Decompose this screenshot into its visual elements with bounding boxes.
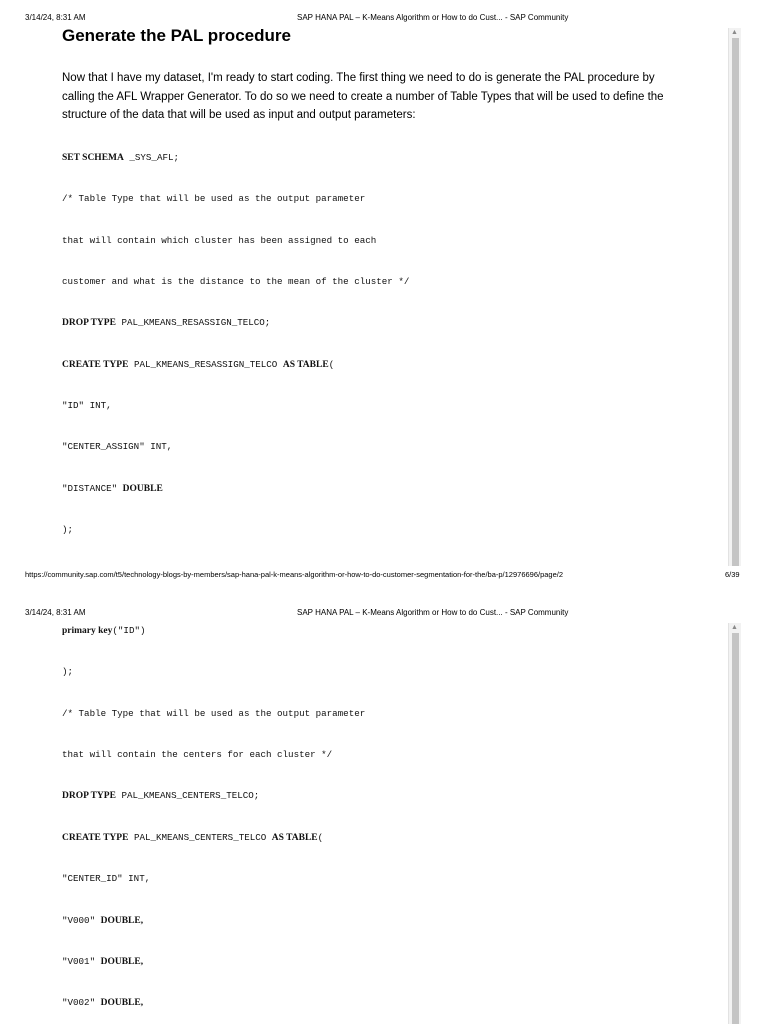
code-comment: that will contain the centers for each cluster */ — [62, 749, 333, 760]
article-intro — [62, 69, 712, 125]
print-url: https://community.sap.com/t5/technology-blogs-by-members/sap-hana-pal-k-means-algorithm-or-how-to-do-customer-segmentation-for-the/ba-p/12976696/page/2 — [25, 570, 564, 579]
pdf-page-7 — [0, 604, 768, 1024]
code-line: "DISTANCE" DOUBLE — [62, 483, 163, 494]
code-line: CREATE TYPE PAL_KMEANS_CENTERS_TELCO AS TABLE( — [62, 832, 324, 843]
print-header — [0, 608, 768, 620]
print-header — [0, 13, 768, 25]
page-separator — [0, 590, 768, 604]
code-line: primary key("ID") — [62, 625, 146, 636]
code-comment: that will contain which cluster has been assigned to each — [62, 235, 377, 246]
intro-paragraph: Now that I have my dataset, I'm ready to start coding. The first thing we need to do is generate the PAL procedure by calling the AFL Wrapper Generator. To do so we need to create a number of Table Types that will be used to define the structure of the data that will be used as input and output parameters: — [62, 72, 664, 121]
code-comment: /* Table Type that will be used as the output parameter — [62, 708, 366, 719]
code-line: ); — [62, 524, 74, 535]
code-comment: customer and what is the distance to the mean of the cluster */ — [62, 276, 410, 287]
print-date: 3/14/24, 8:31 AM — [25, 13, 86, 22]
page-number: 6/39 — [725, 570, 740, 579]
scrollbar-thumb[interactable] — [732, 633, 739, 1024]
code-line: ); — [62, 666, 74, 677]
code-line: "V001" DOUBLE, — [62, 956, 144, 967]
scroll-up-icon[interactable]: ▲ — [731, 624, 738, 631]
code-line: "CENTER_ASSIGN" INT, — [62, 441, 173, 452]
section-heading: Generate the PAL procedure — [62, 26, 291, 45]
code-line: "V002" DOUBLE, — [62, 997, 144, 1008]
print-date: 3/14/24, 8:31 AM — [25, 608, 86, 617]
print-title: SAP HANA PAL – K-Means Algorithm or How to do Cust... - SAP Community — [297, 13, 569, 22]
code-line: DROP TYPE PAL_KMEANS_CENTERS_TELCO; — [62, 790, 260, 801]
scroll-up-icon[interactable]: ▲ — [731, 29, 738, 36]
scrollbar[interactable] — [728, 28, 741, 566]
code-line: CREATE TYPE PAL_KMEANS_RESASSIGN_TELCO AS TABLE( — [62, 359, 335, 370]
code-line: "V000" DOUBLE, — [62, 915, 144, 926]
print-title: SAP HANA PAL – K-Means Algorithm or How to do Cust... - SAP Community — [297, 608, 569, 617]
print-footer — [0, 570, 768, 582]
scrollbar-thumb[interactable] — [732, 38, 739, 566]
code-line: SET SCHEMA _SYS_AFL; — [62, 152, 179, 163]
code-comment: /* Table Type that will be used as the output parameter — [62, 193, 366, 204]
code-line: "ID" INT, — [62, 400, 112, 411]
scrollbar[interactable] — [728, 623, 741, 1024]
article-section — [62, 26, 712, 46]
code-line: "CENTER_ID" INT, — [62, 873, 151, 884]
code-line: DROP TYPE PAL_KMEANS_RESASSIGN_TELCO; — [62, 317, 271, 328]
